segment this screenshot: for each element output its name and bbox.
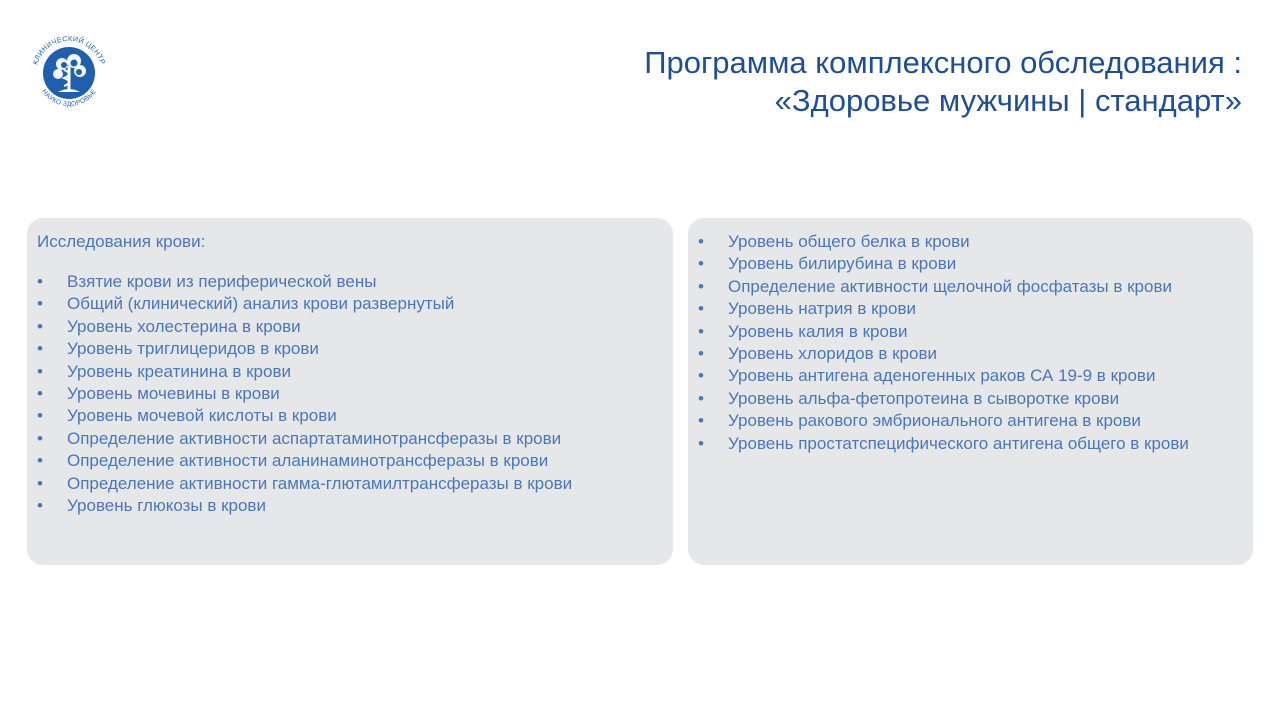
bullet-icon: • <box>37 451 43 471</box>
logo-bottom-text: НАУКО ЗДОРОВЬЕ <box>40 88 98 109</box>
list-item <box>37 428 663 450</box>
list-item-label: Определение активности аспартатаминотрансферазы в крови <box>67 428 562 448</box>
page-title <box>342 44 1242 120</box>
blood-tests-panel <box>27 218 673 565</box>
list-item <box>37 338 663 360</box>
bullet-icon: • <box>698 344 704 364</box>
list-item <box>37 316 663 338</box>
list-item-label: Уровень триглицеридов в крови <box>67 339 319 359</box>
list-item <box>37 293 663 315</box>
list-item-label: Уровень мочевой кислоты в крови <box>67 406 337 426</box>
list-item <box>698 276 1245 298</box>
list-item-label: Уровень билирубина в крови <box>728 254 957 274</box>
list-item-label: Определение активности аланинаминотрансферазы в крови <box>67 451 549 471</box>
bullet-icon: • <box>698 276 704 296</box>
bullet-icon: • <box>698 411 704 431</box>
list-item <box>37 405 663 427</box>
clinic-logo <box>24 26 114 116</box>
additional-tests-list <box>698 231 1245 455</box>
list-item <box>37 473 663 495</box>
list-item <box>698 343 1245 365</box>
bullet-icon: • <box>698 388 704 408</box>
list-item-label: Уровень антигена аденогенных раков СА 19-9 в крови <box>728 366 1156 386</box>
list-item-label: Уровень натрия в крови <box>728 299 916 319</box>
bullet-icon: • <box>37 294 43 314</box>
list-item <box>698 365 1245 387</box>
bullet-icon: • <box>37 272 43 291</box>
bullet-icon: • <box>698 433 704 453</box>
list-item <box>698 433 1245 455</box>
list-item-label: Уровень глюкозы в крови <box>67 496 266 516</box>
blood-tests-list <box>37 271 663 517</box>
list-item <box>698 321 1245 343</box>
list-item-label: Уровень мочевины в крови <box>67 384 280 404</box>
list-item <box>698 388 1245 410</box>
bullet-icon: • <box>698 299 704 319</box>
list-item <box>698 410 1245 432</box>
list-item <box>37 383 663 405</box>
list-item <box>37 361 663 383</box>
bullet-icon: • <box>698 321 704 341</box>
bullet-icon: • <box>37 361 43 381</box>
list-item <box>37 495 663 517</box>
bullet-icon: • <box>37 428 43 448</box>
list-item-label: Определение активности щелочной фосфатазы в крови <box>728 276 1172 296</box>
list-item <box>698 231 1245 253</box>
additional-tests-panel <box>688 218 1253 565</box>
list-item-label: Определение активности гамма-глютамилтрансферазы в крови <box>67 473 573 493</box>
blood-tests-heading: Исследования крови: <box>37 232 206 251</box>
page-title-line-2: «Здоровье мужчины | стандарт» <box>774 83 1242 118</box>
tree-emblem-icon <box>24 26 114 116</box>
bullet-icon: • <box>37 496 43 516</box>
bullet-icon: • <box>698 366 704 386</box>
bullet-icon: • <box>37 384 43 404</box>
bullet-icon: • <box>37 316 43 336</box>
list-item <box>37 450 663 472</box>
list-item-label: Взятие крови из периферической вены <box>67 272 377 291</box>
list-item-label: Уровень простатспецифического антигена общего в крови <box>728 433 1189 453</box>
bullet-icon: • <box>37 473 43 493</box>
list-item-label: Уровень альфа-фетопротеина в сыворотке крови <box>728 388 1120 408</box>
list-item-label: Уровень общего белка в крови <box>728 232 970 251</box>
list-item <box>698 298 1245 320</box>
list-item <box>698 253 1245 275</box>
list-item-label: Уровень ракового эмбрионального антигена в крови <box>728 411 1141 431</box>
list-item <box>37 271 663 293</box>
list-item-label: Общий (клинический) анализ крови развернутый <box>67 294 455 314</box>
bullet-icon: • <box>698 232 704 251</box>
list-item-label: Уровень холестерина в крови <box>67 316 301 336</box>
logo-top-text: КЛИНИЧЕСКИЙ ЦЕНТР <box>30 33 108 66</box>
list-item-label: Уровень хлоридов в крови <box>728 344 937 364</box>
bullet-icon: • <box>37 339 43 359</box>
bullet-icon: • <box>698 254 704 274</box>
list-item-label: Уровень креатинина в крови <box>67 361 291 381</box>
bullet-icon: • <box>37 406 43 426</box>
list-item-label: Уровень калия в крови <box>728 321 908 341</box>
page-title-line-1: Программа комплексного обследования : <box>644 45 1242 80</box>
